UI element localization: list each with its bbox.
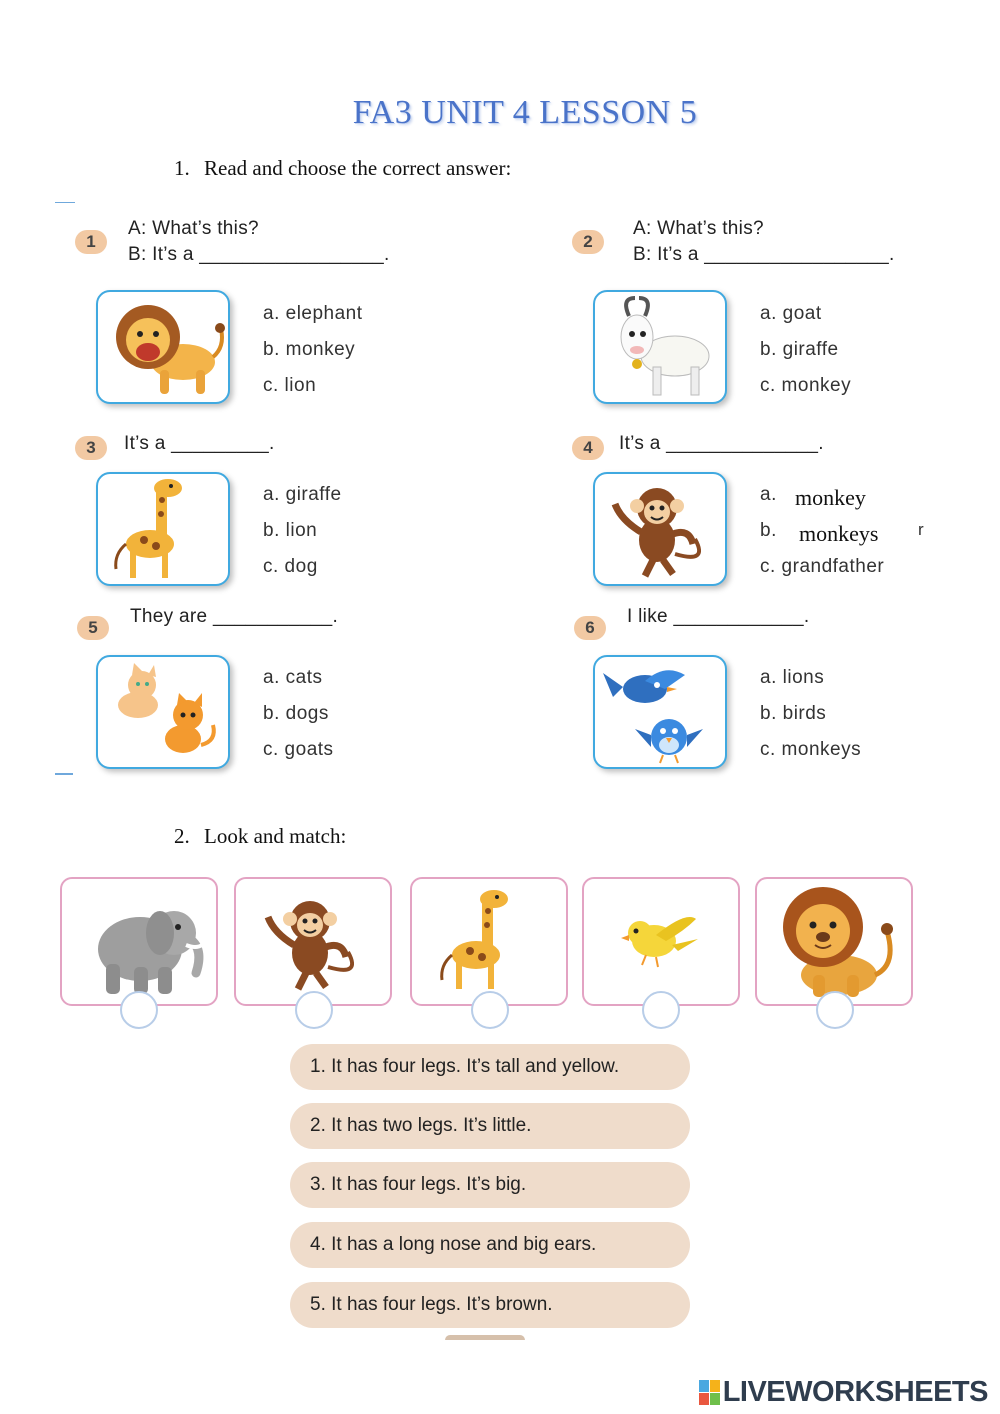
cats-picture <box>96 655 230 769</box>
answer-option[interactable]: b. giraffe <box>760 339 839 360</box>
monkey-picture <box>593 472 727 586</box>
question-line: A: What’s this? <box>633 218 764 239</box>
answer-option[interactable]: a. goat <box>760 303 822 324</box>
question-line: B: It’s a _________________. <box>128 244 390 265</box>
giraffe-card <box>410 877 568 1006</box>
lion-picture <box>96 290 230 404</box>
birds-picture <box>593 655 727 769</box>
answer-circle[interactable] <box>295 991 333 1029</box>
answer-circle[interactable] <box>471 991 509 1029</box>
logo-text: LIVEWORKSHEETS <box>722 1376 988 1408</box>
question-number-badge: 2 <box>572 230 604 254</box>
answer-option[interactable]: b. monkey <box>263 339 356 360</box>
monkey-card <box>234 877 392 1006</box>
stray-line <box>55 202 75 203</box>
question-line: I like ____________. <box>627 606 810 627</box>
bird-card <box>582 877 740 1006</box>
section2-instruction: Look and match: <box>204 824 347 848</box>
section2-number: 2. <box>174 824 190 848</box>
answer-option[interactable]: c. monkeys <box>760 739 862 760</box>
answer-option[interactable]: monkeys <box>799 521 879 546</box>
question-line: A: What’s this? <box>128 218 259 239</box>
answer-option[interactable]: a. elephant <box>263 303 363 324</box>
answer-option[interactable]: monkey <box>795 485 866 510</box>
question-number-badge: 6 <box>574 616 606 640</box>
answer-option[interactable]: c. monkey <box>760 375 852 396</box>
elephant-card <box>60 877 218 1006</box>
answer-option-prefix: a. <box>760 484 777 505</box>
answer-option[interactable]: c. grandfather <box>760 556 885 577</box>
answer-option[interactable]: b. dogs <box>263 703 329 724</box>
question-line: It’s a _________. <box>124 433 275 454</box>
worksheet-title: FA3 UNIT 4 LESSON 5 <box>352 94 698 131</box>
answer-option[interactable]: c. lion <box>263 375 317 396</box>
question-number-badge: 5 <box>77 616 109 640</box>
match-sentence[interactable]: 3. It has four legs. It’s big. <box>290 1162 690 1208</box>
answer-circle[interactable] <box>642 991 680 1029</box>
lion-card <box>755 877 913 1006</box>
goat-picture <box>593 290 727 404</box>
liveworksheets-logo[interactable] <box>699 1376 988 1409</box>
cropped-shape <box>445 1335 525 1340</box>
giraffe-picture <box>96 472 230 586</box>
answer-option[interactable]: b. lion <box>263 520 318 541</box>
section1-number: 1. <box>174 156 190 180</box>
answer-option[interactable]: c. dog <box>263 556 318 577</box>
answer-option[interactable]: b. birds <box>760 703 827 724</box>
question-line: They are ___________. <box>130 606 339 627</box>
question-number-badge: 4 <box>572 436 604 460</box>
match-sentence[interactable]: 1. It has four legs. It’s tall and yellow. <box>290 1044 690 1090</box>
answer-option[interactable]: a. giraffe <box>263 484 342 505</box>
answer-circle[interactable] <box>816 991 854 1029</box>
answer-option[interactable]: a. lions <box>760 667 825 688</box>
section1-instruction: Read and choose the correct answer: <box>204 156 512 180</box>
answer-option[interactable]: c. goats <box>263 739 334 760</box>
question-number-badge: 1 <box>75 230 107 254</box>
answer-option-prefix: b. <box>760 520 777 541</box>
question-number-badge: 3 <box>75 436 107 460</box>
stray-line <box>55 773 73 775</box>
answer-circle[interactable] <box>120 991 158 1029</box>
stray-mark: r <box>918 520 925 539</box>
match-sentence[interactable]: 4. It has a long nose and big ears. <box>290 1222 690 1268</box>
question-line: B: It’s a _________________. <box>633 244 895 265</box>
answer-option[interactable]: a. cats <box>263 667 323 688</box>
match-sentence[interactable]: 2. It has two legs. It’s little. <box>290 1103 690 1149</box>
match-sentence[interactable]: 5. It has four legs. It’s brown. <box>290 1282 690 1328</box>
logo-icon <box>699 1380 720 1405</box>
question-line: It’s a ______________. <box>619 433 824 454</box>
